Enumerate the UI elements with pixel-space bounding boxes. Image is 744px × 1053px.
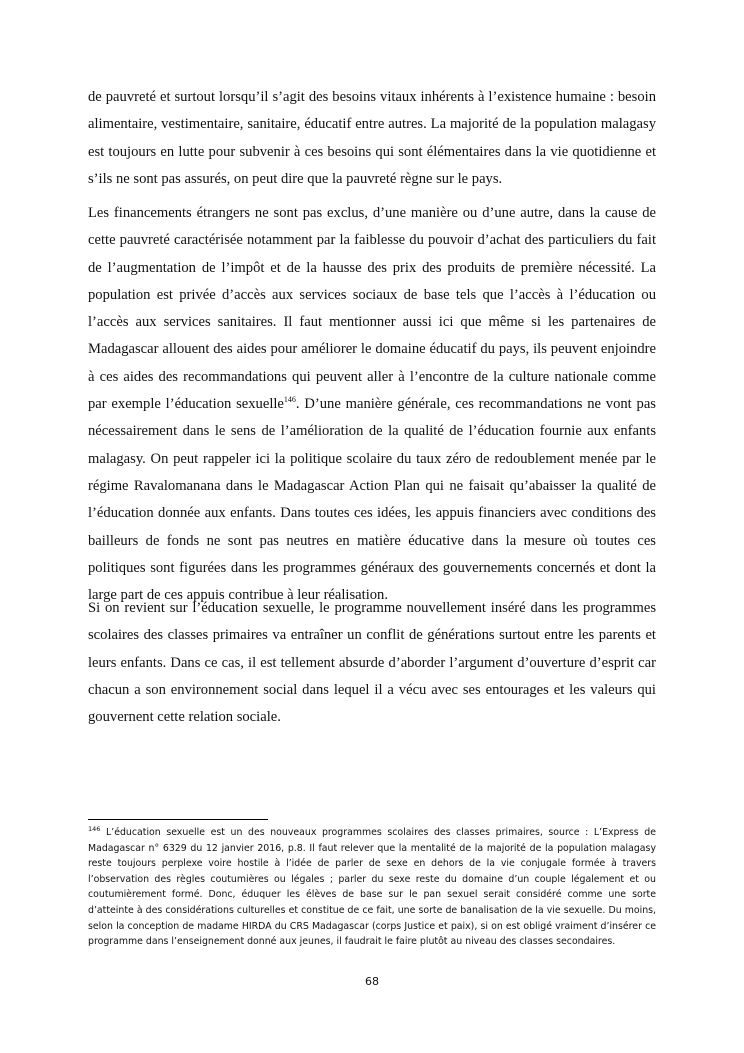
footnote-reference[interactable]: 146 <box>283 395 296 405</box>
footnote-number: 146 <box>88 825 101 833</box>
paragraph-2-before-note: Les financements étrangers ne sont pas exclus, d’une manière ou d’une autre, dans la cause de cette pauvreté caractérisée notamment par la faiblesse du pouvoir d’achat des particuliers du fait de l’augmentation de l’impôt et de la hausse des prix des produits de première nécessité. La population est privée d’accès aux services sociaux de base tels que l’accès à l’éducation ou l’accès aux services sanitaires. Il faut mentionner aussi ici que même si les partenaires de Madagascar allouent des aides pour améliorer le domaine éducatif du pays, ils peuvent enjoindre à ces aides des recommandations qui peuvent aller à l’encontre de la culture nationale comme par exemple l’éducation sexuelle <box>88 205 656 413</box>
page-number: 68 <box>365 975 379 988</box>
paragraph-3: Si on revient sur l’éducation sexuelle, le programme nouvellement inséré dans les programmes scolaires des classes primaires va entraîner un conflit de générations surtout entre les parents et leurs enfants. Dans ce cas, il est tellement absurde d’aborder l’argument d’ouverture d’esprit car chacun a son environnement social dans lequel il a vécu avec ses entourages et les valeurs qui gouvernent cette relation sociale. <box>88 600 656 726</box>
paragraph-2 <box>88 200 656 609</box>
paragraph-2-after-note: . D’une manière générale, ces recommandations ne vont pas nécessairement dans le sens de l’amélioration de la qualité de l’éducation fournie aux enfants malagasy. On peut rappeler ici la politique scolaire du taux zéro de redoublement menée par le régime Ravalomanana dans le Madagascar Action Plan qui ne faisait qu’abaisser la qualité de l’éducation donnée aux enfants. Dans toutes ces idées, les appuis financiers avec conditions des bailleurs de fonds ne sont pas neutres en matière éducative dans la mesure où toutes ces politiques sont figurées dans les programmes généraux des gouvernements concernés et dont la large part de ces appuis contribue à leur réalisation. <box>88 396 656 604</box>
footnote-text: L’éducation sexuelle est un des nouveaux programmes scolaires des classes primaires, source : L’Express de Madagascar n° 6329 du 12 janvier 2016, p.8. Il faut relever que la mentalité de la majorité de la population malagasy reste toujours perplexe voire hostile à l’idée de parler de sexe en dehors de la vie conjugale formée à travers l’observation des règles coutumières ou légales ; parler du sexe reste du domaine d’un couple légalement et ou coutumièrement formé. Donc, éduquer les élèves de base sur le pan sexuel serait considéré comme une sorte d’atteinte à des considérations culturelles et constitue de ce fait, une sorte de banalisation de la vie sexuelle. Du moins, selon la conception de madame HIRDA du CRS Madagascar (corps Justice et paix), si on est obligé vraiment d’insérer ce programme dans l’enseignement donné aux jeunes, il faudrait le faire plutôt au niveau des classes secondaires. <box>88 827 656 948</box>
footnote <box>88 825 656 950</box>
paragraph-1: de pauvreté et surtout lorsqu’il s’agit des besoins vitaux inhérents à l’existence humaine : besoin alimentaire, vestimentaire, sanitaire, éducatif entre autres. La majorité de la population malagasy est toujours en lutte pour subvenir à ces besoins qui sont élémentaires dans la vie quotidienne et s’ils ne sont pas assurés, on peut dire que la pauvreté règne sur le pays. <box>88 89 656 187</box>
footnote-separator <box>88 819 268 820</box>
